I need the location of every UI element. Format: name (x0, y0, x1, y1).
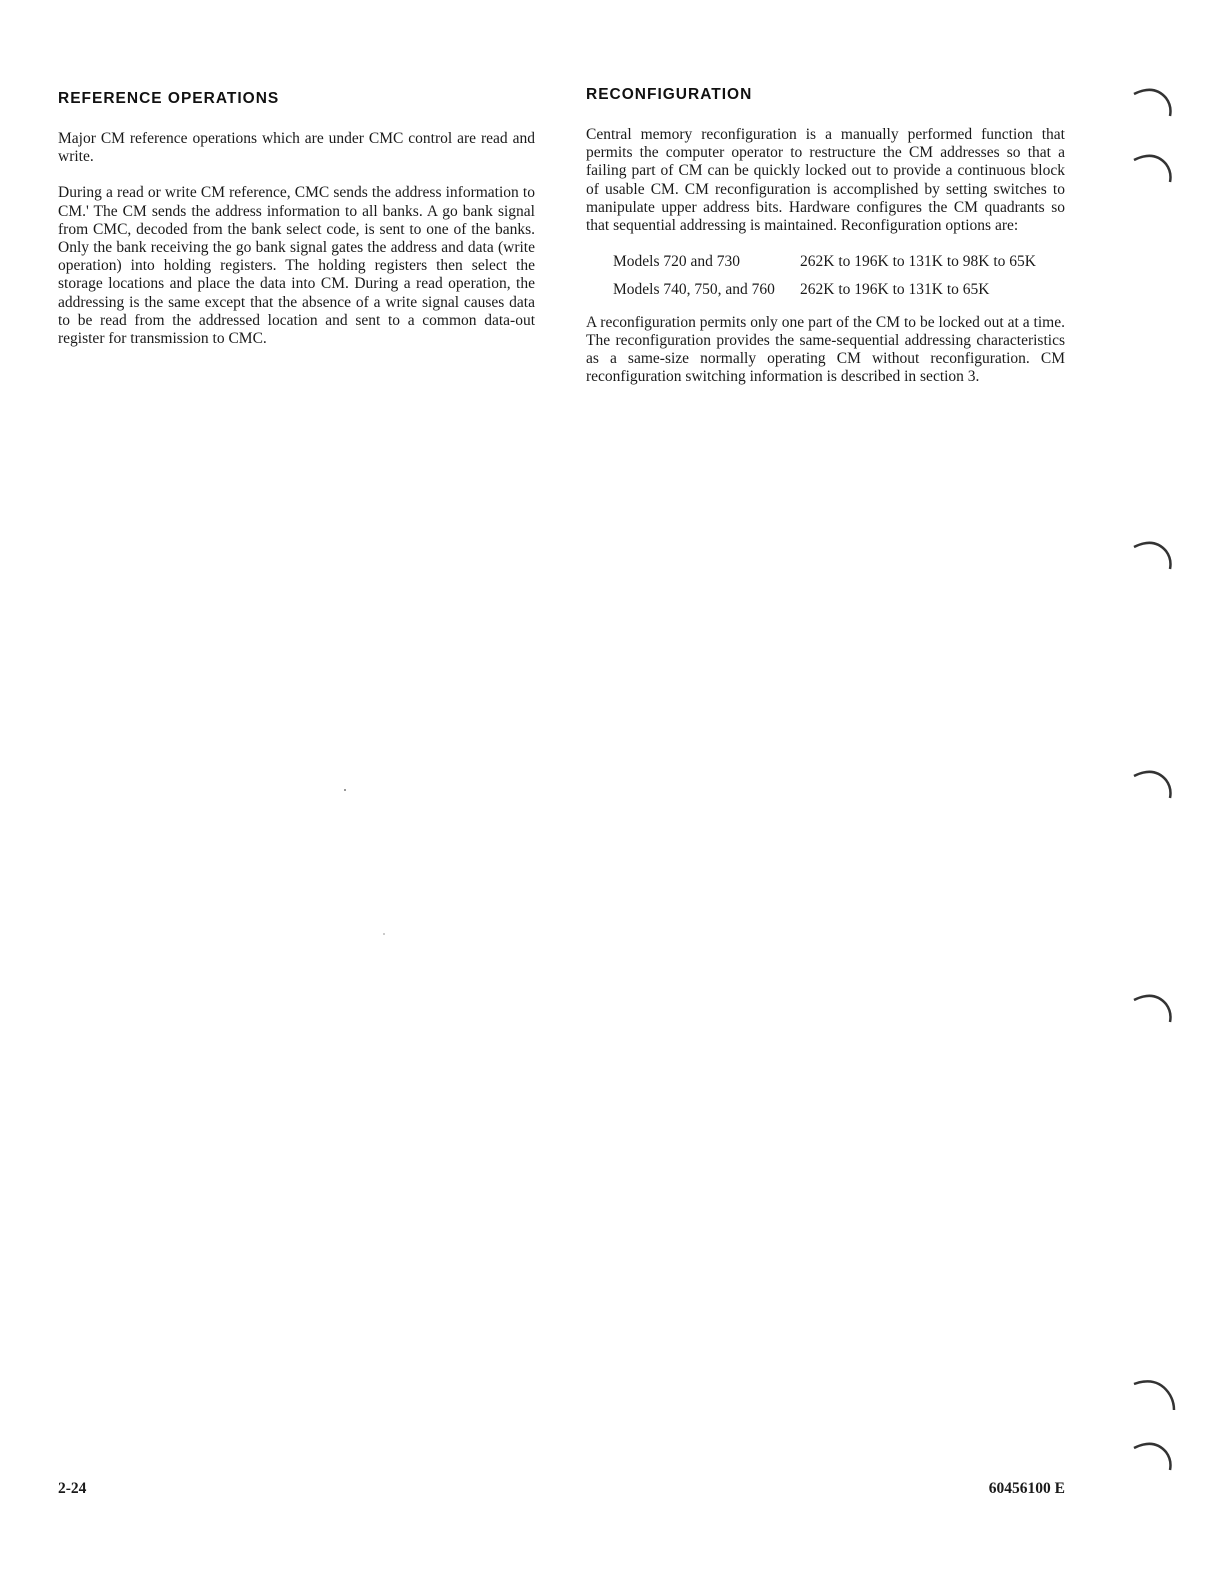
scan-speck (383, 933, 385, 935)
section-heading-reconfiguration: RECONFIGURATION (586, 86, 753, 103)
option-range: 262K to 196K to 131K to 65K (800, 281, 990, 299)
binder-hole-mark (1132, 766, 1176, 802)
option-range: 262K to 196K to 131K to 98K to 65K (800, 253, 1036, 271)
option-model: Models 740, 750, and 760 (613, 281, 775, 299)
paragraph-reconfiguration-intro: Central memory reconfiguration is a manually performed function that permits the computer operator to restructure the CM addresses so that a failing part of CM can be quickly locked out to provide a continuous block of usable CM. CM reconfiguration is accomplished by setting switches to manipulate upper address bits. Hardware configures the CM quadrants so that sequential addressing is maintained. Reconfiguration options are: (586, 126, 1065, 235)
document-number: 60456100 E (988, 1480, 1065, 1497)
paragraph-reconfiguration-closing: A reconfiguration permits only one part of the CM to be locked out at a time. The reconfiguration provides the same-sequential addressing characteristics as a same-size normally operating CM without reconfiguration. CM reconfiguration switching information is described in section 3. (586, 313, 1065, 386)
paragraph-reference-detail: During a read or write CM reference, CMC sends the address information to CM.' The CM sends the address information to all banks. A go bank signal from CMC, decoded from the bank select code, is sent to one of the banks. Only the bank receiving the go bank signal gates the address and data (write operation) into holding registers. The holding registers then select the storage locations and place the data into CM. During a read operation, the addressing is the same except that the absence of a write signal causes data to be read from the addressed location and sent to a common data-out register for transmission to CMC. (58, 184, 535, 348)
page-number: 2-24 (58, 1480, 87, 1497)
option-row (586, 253, 1065, 271)
binder-hole-mark (1132, 990, 1176, 1026)
binder-hole-mark (1132, 84, 1176, 120)
option-model: Models 720 and 730 (613, 253, 741, 271)
left-column (58, 90, 535, 366)
option-row (586, 281, 1065, 299)
paragraph-reference-intro: Major CM reference operations which are under CMC control are read and write. (58, 130, 535, 166)
binder-hole-mark (1132, 537, 1176, 573)
right-column (586, 86, 1065, 404)
scan-speck (344, 789, 346, 791)
binder-hole-mark (1132, 1438, 1176, 1474)
reconfiguration-options-table (586, 253, 1065, 299)
section-heading-reference-operations: REFERENCE OPERATIONS (58, 90, 280, 107)
binder-hole-mark (1132, 1376, 1176, 1412)
binder-hole-mark (1132, 150, 1176, 186)
